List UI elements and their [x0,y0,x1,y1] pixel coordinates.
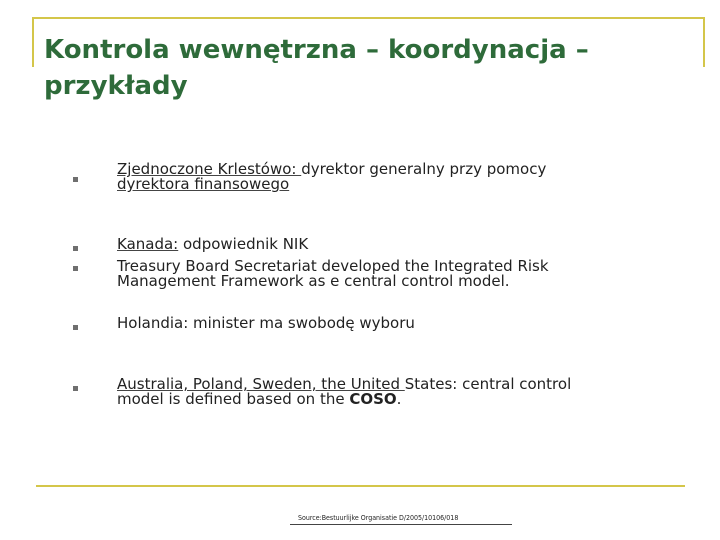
bullet-icon [73,325,78,330]
source-underline [290,524,512,525]
country-label: Australia, Poland, Sweden, the United [117,375,405,393]
source-note: Source:Bestuurlijke Organisatie D/2005/10106/018 [298,514,459,522]
item-text: States: central control [404,375,572,393]
frame-left-rule [32,17,34,67]
list-item [117,316,677,331]
list-item [117,162,677,192]
coso-term: COSO [349,390,397,408]
item-text-line2: Management Framework as e central control model. [117,272,510,290]
item-text: odpowiednik NIK [178,235,309,253]
bullet-icon [73,266,78,271]
item-text-line2: dyrektora finansowego [117,175,290,193]
bullet-icon [73,246,78,251]
country-label: Zjednoczone Krlestówo: [117,160,302,178]
slide-title: Kontrola wewnętrzna – koordynacja – przykłady [44,35,589,101]
list-item [117,237,677,252]
list-item [117,259,677,289]
item-text-line2: model is defined based on the [117,390,350,408]
frame-top-rule [32,17,705,19]
item-text: dyrektor generalny przy pomocy [301,160,547,178]
bullet-icon [73,386,78,391]
item-text: Treasury Board Secretariat developed the Integrated Risk [117,257,549,275]
bullet-icon [73,177,78,182]
item-text: Holandia: minister ma swobodę wyboru [117,314,415,332]
list-item [117,377,677,407]
footer-rule [36,485,685,487]
country-label: Kanada: [117,235,179,253]
item-text-end: . [396,390,402,408]
